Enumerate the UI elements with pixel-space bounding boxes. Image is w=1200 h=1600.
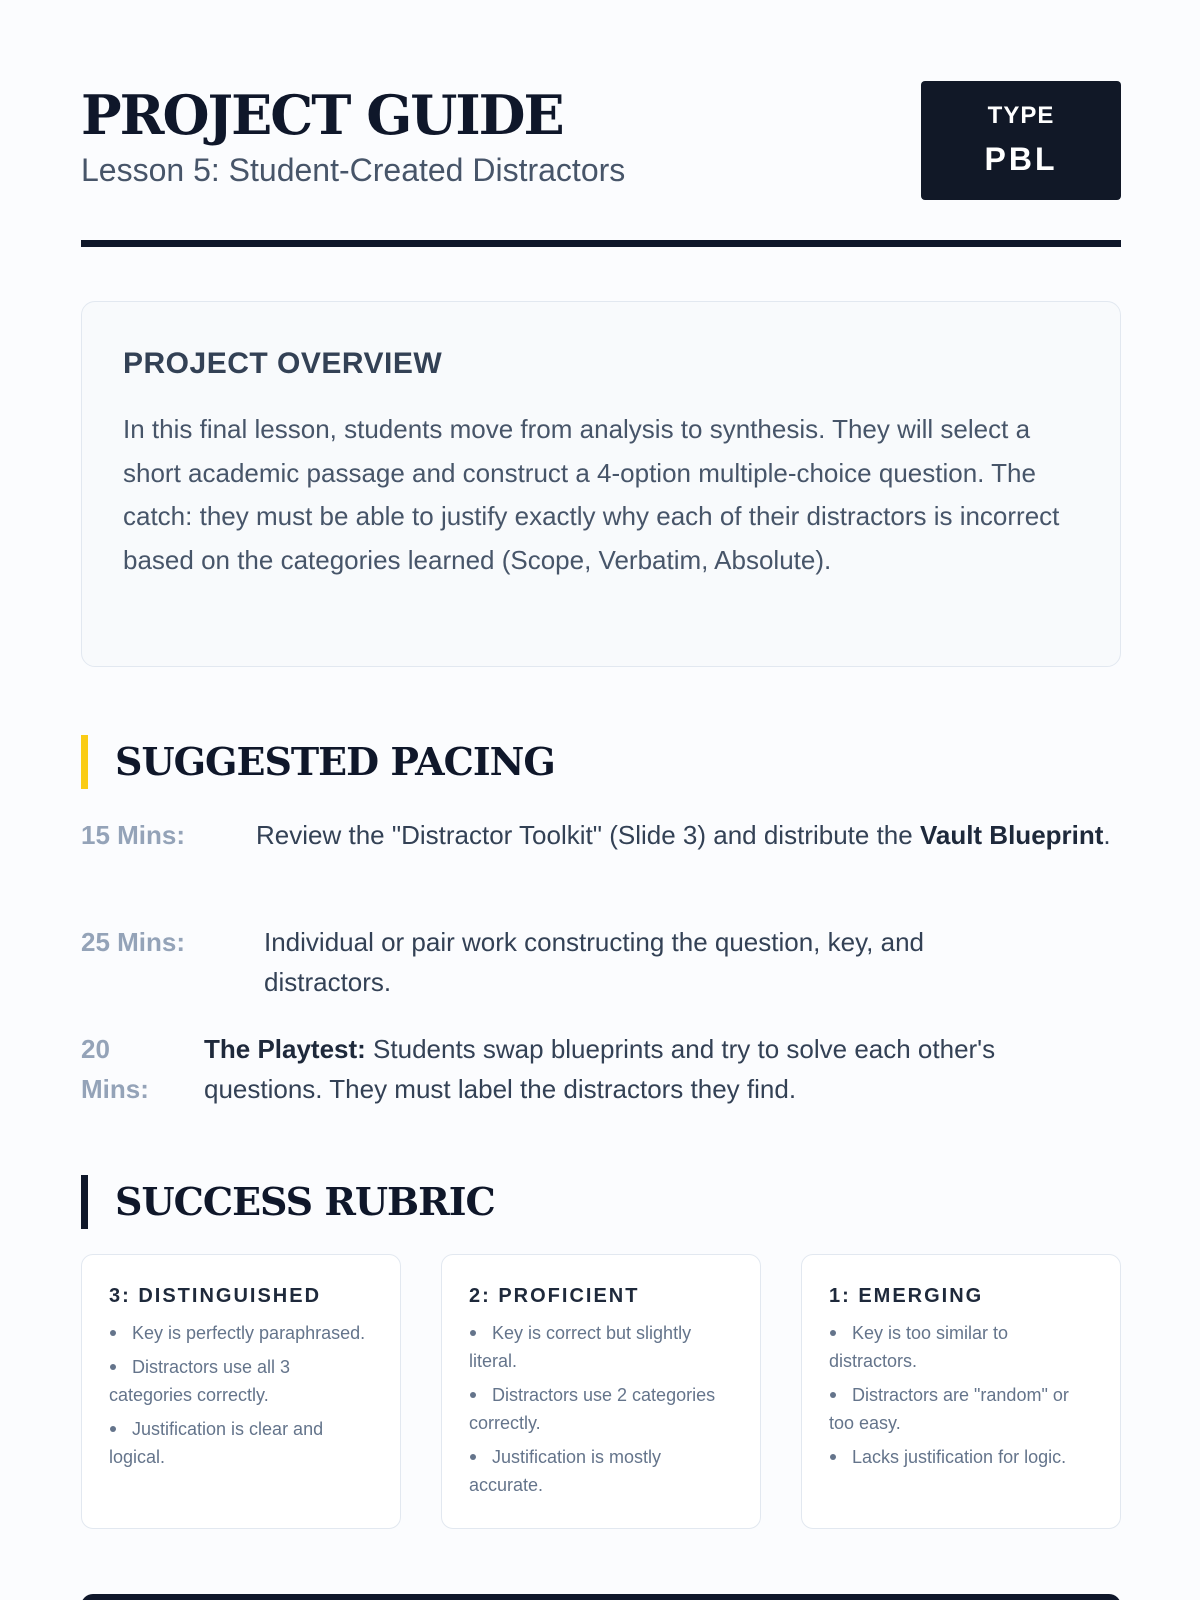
rubric-criterion-text: Key is too similar to distractors. (829, 1323, 1009, 1371)
rubric-level-title: 1: EMERGING (829, 1285, 984, 1307)
pacing-section-heading (81, 735, 555, 789)
rubric-card-distinguished (81, 1254, 401, 1529)
page-header (81, 0, 1121, 247)
overview-heading: PROJECT OVERVIEW (123, 347, 443, 380)
bullet-icon (470, 1392, 476, 1398)
rubric-criterion-text: Key is perfectly paraphrased. (132, 1323, 366, 1343)
bullet-icon (830, 1330, 836, 1336)
rubric-criterion (469, 1443, 735, 1499)
rubric-criterion-text: Distractors are "random" or too easy. (829, 1385, 1069, 1433)
pacing-bold-text: The Playtest: (204, 1034, 366, 1064)
bullet-icon (110, 1330, 116, 1336)
pacing-heading-text: SUGGESTED PACING (115, 739, 555, 784)
rubric-accent-bar (81, 1175, 88, 1229)
rubric-criterion-text: Key is correct but slightly literal. (469, 1323, 692, 1371)
rubric-criterion (109, 1319, 375, 1347)
rubric-criterion (829, 1319, 1095, 1375)
page-title: PROJECT GUIDE (81, 83, 563, 147)
rubric-criterion (469, 1319, 735, 1375)
pacing-time: 20 Mins: (81, 1034, 149, 1104)
rubric-level-title: 3: DISTINGUISHED (109, 1285, 322, 1307)
rubric-criterion (109, 1415, 375, 1471)
pacing-text-end: . (1103, 820, 1111, 850)
type-badge (921, 81, 1121, 200)
pacing-time: 25 Mins: (81, 927, 186, 957)
overview-body: In this final lesson, students move from analysis to synthesis. They will select a short academic passage and construct a 4-option multiple-choice question. The catch: they must be able to justify exactly why each of their distractors is incorrect based on the categories learned (Scope, Verbatim, Absolute). (123, 414, 1060, 575)
bullet-icon (830, 1454, 836, 1460)
rubric-criterion (109, 1353, 375, 1409)
type-value: PBL (984, 141, 1058, 177)
bullet-icon (830, 1392, 836, 1398)
bullet-icon (470, 1330, 476, 1336)
rubric-criterion (829, 1443, 1095, 1471)
bullet-icon (110, 1364, 116, 1370)
pacing-accent-bar (81, 735, 88, 789)
rubric-criterion (829, 1381, 1095, 1437)
project-guide-page (81, 0, 1121, 1495)
rubric-heading-text: SUCCESS RUBRIC (115, 1179, 495, 1224)
lesson-subtitle: Lesson 5: Student-Created Distractors (81, 152, 626, 188)
pacing-description (204, 1029, 1119, 1109)
rubric-criteria-list (829, 1319, 1095, 1471)
bullet-icon (110, 1426, 116, 1432)
rubric-criterion-text: Lacks justification for logic. (852, 1447, 1067, 1467)
rubric-criterion-text: Justification is mostly accurate. (469, 1447, 662, 1495)
type-label: TYPE (987, 102, 1055, 129)
pacing-description: Individual or pair work constructing the question, key, and distractors. (264, 927, 924, 997)
rubric-level-title: 2: PROFICIENT (469, 1285, 640, 1307)
rubric-criterion-text: Distractors use all 3 categories correctly. (109, 1357, 291, 1405)
rubric-criteria-list (469, 1319, 735, 1499)
rubric-criterion-text: Distractors use 2 categories correctly. (469, 1385, 716, 1433)
pacing-time: 15 Mins: (81, 820, 186, 850)
header-divider (81, 240, 1121, 247)
pacing-description (256, 815, 1116, 855)
rubric-criterion (469, 1381, 735, 1437)
rubric-section-heading (81, 1175, 495, 1229)
rubric-criterion-text: Justification is clear and logical. (109, 1419, 324, 1467)
rubric-card-proficient (441, 1254, 761, 1529)
footer-bar (81, 1594, 1121, 1600)
pacing-bold-text: Vault Blueprint (919, 820, 1104, 850)
pacing-text: Review the "Distractor Toolkit" (Slide 3) and distribute the (256, 820, 920, 850)
rubric-card-emerging (801, 1254, 1121, 1529)
rubric-criteria-list (109, 1319, 375, 1471)
project-overview-card (81, 301, 1121, 667)
bullet-icon (470, 1454, 476, 1460)
pacing-text-end: Students swap blueprints and try to solve each other's questions. They must label the distractors they find. (204, 1034, 996, 1104)
